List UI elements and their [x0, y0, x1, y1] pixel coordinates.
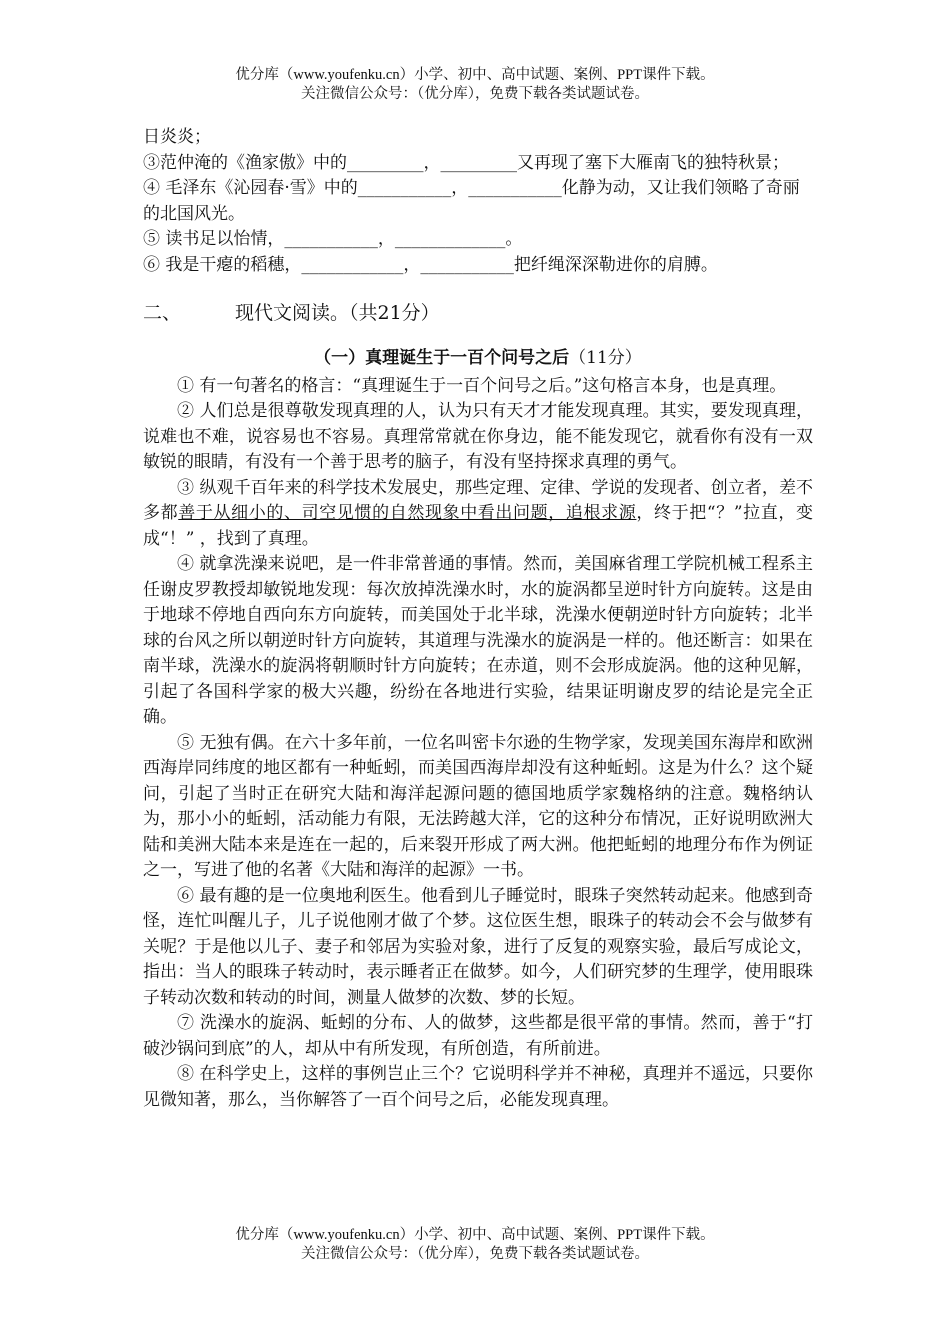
paragraph-5: ⑤ 无独有偶。在六十多年前，一位名叫密卡尔逊的生物学家，发现美国东海岸和欧洲西海岸同纬度的地区都有一种蚯蚓，而美国西海岸却没有这种蚯蚓。这是为什么？这个疑问，引起了当时正在研究大陆和海洋起源问题的德国地质学家魏格纳的注意。魏格纳认为，那小小的蚯蚓，活动能力有限，无法跨越大洋，它的这种分布情况，正好说明欧洲大陆和美洲大陆本来是连在一起的，后来裂开形成了两大洲。他把蚯蚓的地理分布作为例证之一，写进了他的名著《大陆和海洋的起源》一书。 — [143, 732, 813, 880]
section-title: 现代文阅读。（共21分） — [235, 302, 440, 324]
section-heading — [143, 300, 813, 326]
poetry-item-4: ④ 毛泽东《沁园春·雪》中的___________，___________化静为动，又让我们领略了奇丽的北国风光。 — [143, 178, 800, 224]
page-footer — [0, 1226, 950, 1264]
paragraph-3 — [143, 476, 813, 553]
paragraph-3-end: ，终于把“？”拉直，变成“！” ，找到了真理。 — [143, 503, 814, 549]
article-score: （11分） — [569, 348, 642, 368]
paragraph-2: ② 人们总是很尊敬发现真理的人，认为只有天才才能发现真理。其实，要发现真理，说难也不难，说容易也不容易。真理常常就在你身边，能不能发现它，就看你有没有一双敏锐的眼睛，有没有一个善于思考的脑子，有没有坚持探求真理的勇气。 — [143, 401, 813, 472]
footer-line-1: 优分库（www.youfenku.cn）小学、初中、高中试题、案例、PPT课件下载。 — [235, 1227, 715, 1243]
article-title — [143, 346, 813, 372]
paragraph-6: ⑥ 最有趣的是一位奥地利医生。他看到儿子睡觉时，眼珠子突然转动起来。他感到奇怪，连忙叫醒儿子，儿子说他刚才做了个梦。这位医生想，眼珠子的转动会不会与做梦有关呢？于是他以儿子、妻子和邻居为实验对象，进行了反复的观察实验，最后写成论文，指出：当人的眼珠子转动时，表示睡者正在做梦。如今，人们研究梦的生理学，使用眼珠子转动次数和转动的时间，测量人做梦的次数、梦的长短。 — [143, 885, 813, 1008]
header-line-1: 优分库（www.youfenku.cn）小学、初中、高中试题、案例、PPT课件下载。 — [235, 67, 715, 83]
poetry-item-6: ⑥ 我是干瘪的稻穗，____________，___________把纤绳深深勒进你的肩膊。 — [143, 254, 718, 275]
poetry-item-3: ③范仲淹的《渔家傲》中的_________，_________又再现了塞下大雁南飞的独特秋景； — [143, 152, 789, 173]
header-line-2: 关注微信公众号：（优分库），免费下载各类试题试卷。 — [301, 86, 649, 102]
footer-line-2: 关注微信公众号：（优分库），免费下载各类试题试卷。 — [301, 1246, 649, 1262]
paragraph-7: ⑦ 洗澡水的旋涡、蚯蚓的分布、人的做梦，这些都是很平常的事情。然而，善于“打破沙锅问到底”的人，却从中有所发现，有所创造，有所前进。 — [143, 1013, 813, 1059]
page-header — [0, 66, 950, 104]
article-title-text: （一）真理诞生于一百个问号之后 — [314, 348, 570, 368]
paragraph-1: ① 有一句著名的格言：“真理诞生于一百个问号之后。”这句格言本身，也是真理。 — [177, 375, 787, 396]
poetry-item-5: ⑤ 读书足以怡情，___________，_____________。 — [143, 229, 523, 249]
paragraph-8: ⑧ 在科学史上，这样的事例岂止三个？它说明科学并不神秘，真理并不遥远，只要你见微知著，那么，当你解答了一百个问号之后，必能发现真理。 — [143, 1064, 813, 1110]
paragraph-4: ④ 就拿洗澡来说吧，是一件非常普通的事情。然而，美国麻省理工学院机械工程系主任谢皮罗教授却敏锐地发现：每次放掉洗澡水时，水的旋涡都呈逆时针方向旋转。这是由于地球不停地自西向东方向旋转，而美国处于北半球，洗澡水便朝逆时针方向旋转；北半球的台风之所以朝逆时针方向旋转，其道理与洗澡水的旋涡是一样的。他还断言：如果在南半球，洗澡水的旋涡将朝顺时针方向旋转；在赤道，则不会形成旋涡。他的这种见解，引起了各国科学家的极大兴趣，纷纷在各地进行实验，结果证明谢皮罗的结论是完全正确。 — [143, 554, 813, 727]
poetry-line-continuation: 日炎炎； — [143, 127, 211, 147]
page-content — [143, 125, 813, 1113]
underlined-sentence: 善于从细小的、司空见惯的自然现象中看出问题，追根求源 — [178, 503, 637, 523]
paragraph-3-start: ③ 纵观千百年来的科学技术发展史，那些定理、定律、学说的发现者、创立者，差不多都 — [143, 477, 813, 523]
section-number: 二、 — [143, 302, 182, 324]
